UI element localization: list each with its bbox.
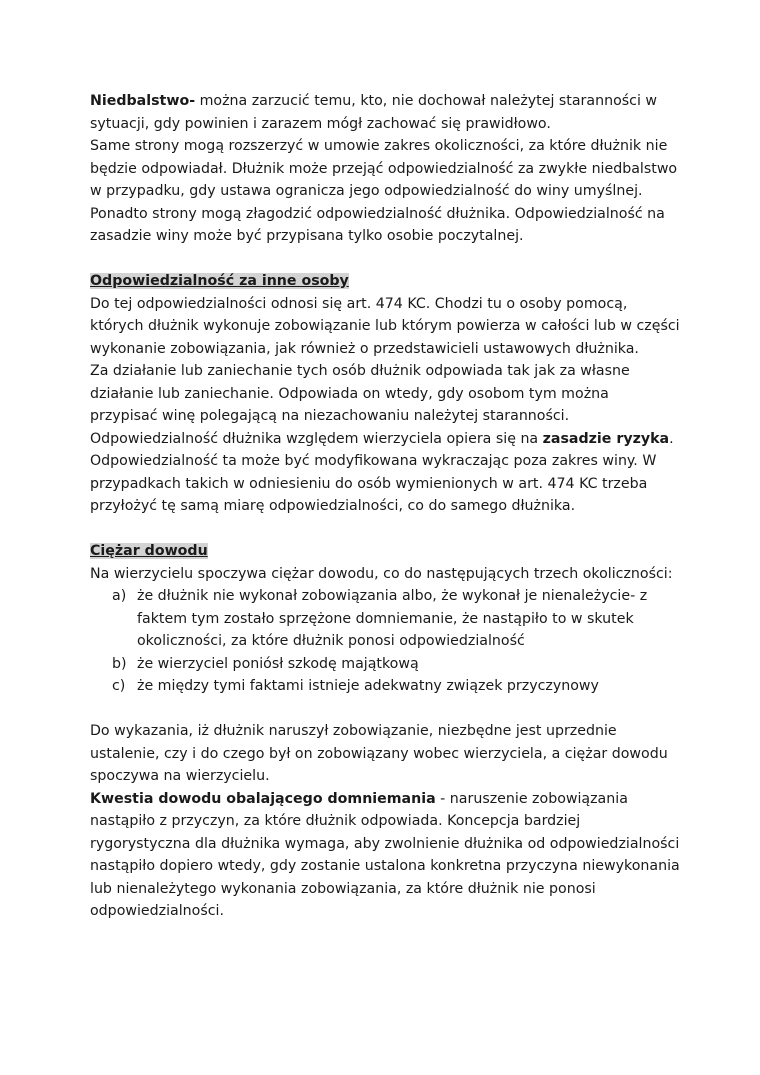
heading-text: Odpowiedzialność za inne osoby bbox=[90, 273, 349, 289]
paragraph-intro: Na wierzycielu spoczywa ciężar dowodu, co do następujących trzech okoliczności: bbox=[90, 565, 673, 582]
section-heading-ciezar-dowodu bbox=[90, 540, 680, 563]
term-zasada-ryzyka: zasadzie ryzyka bbox=[542, 430, 670, 447]
list-marker: b) bbox=[112, 655, 127, 672]
section-heading-inne-osoby bbox=[90, 270, 680, 293]
paragraph-art-474: Do tej odpowiedzialności odnosi się art. 474 KC. Chodzi tu o osoby pomocą, których dłużnik wykonuje zobowiązanie lub którym powierza w całości lub w części wykonanie zobowiązania, jak również o przedstawicieli ustawowych dłużnika. bbox=[90, 295, 680, 357]
paragraph-modyfikowana: Odpowiedzialność ta może być modyfikowana wykraczając poza zakres winy. W przypadkach takich w odniesieniu do osób wymienionych w art. 474 KC trzeba przyłożyć tę samą miarę odpowiedzialności, co do samego dłużnika. bbox=[90, 453, 657, 514]
paragraph-text: Za działanie lub zaniechanie tych osób dłużnik odpowiada tak jak za własne działanie lub zaniechanie. Odpowiada on wtedy, gdy osobom tym można przypisać winę polegającą na niezachowaniu należytej staranności. Odpowiedzialność dłużnika względem wierzyciela opiera się na bbox=[90, 363, 630, 447]
list-item-text: że dłużnik nie wykonał zobowiązania albo, że wykonał je nienależycie- z faktem tym zostało sprzężone domniemanie, że nastąpiło to w skutek okoliczności, za które dłużnik ponosi odpowiedzialność bbox=[137, 588, 648, 649]
paragraph-text-end: . bbox=[669, 430, 674, 447]
list-item bbox=[90, 653, 680, 676]
heading-text: Ciężar dowodu bbox=[90, 543, 208, 559]
paragraph-wykazanie: Do wykazania, iż dłużnik naruszył zobowiązanie, niezbędne jest uprzednie ustalenie, czy i do czego był on zobowiązany wobec wierzyciela, a ciężar dowodu spoczywa na wierzycielu. bbox=[90, 723, 668, 784]
list-item bbox=[90, 585, 680, 653]
paragraph-kwestia-dowodu bbox=[90, 788, 680, 923]
document-page bbox=[90, 90, 680, 923]
list-marker: c) bbox=[112, 678, 126, 694]
paragraph-zaniechanie bbox=[90, 360, 680, 450]
spacer bbox=[90, 698, 680, 721]
spacer bbox=[90, 248, 680, 271]
term-kwestia-dowodu: Kwestia dowodu obalającego domniemania bbox=[90, 790, 436, 807]
list-item-text: że wierzyciel poniósł szkodę majątkową bbox=[137, 655, 419, 672]
list-marker: a) bbox=[112, 588, 127, 604]
paragraph-niedbalstwo bbox=[90, 90, 680, 135]
paragraph-text: można zarzucić temu, kto, nie dochował należytej staranności w sytuacji, gdy powinien i zarazem mógł zachować się prawidłowo. bbox=[90, 93, 657, 132]
circumstances-list bbox=[90, 585, 680, 698]
paragraph-same-strony: Same strony mogą rozszerzyć w umowie zakres okoliczności, za które dłużnik nie będzie odpowiadał. Dłużnik może przejąć odpowiedzialność za zwykłe niedbalstwo w przypadku, gdy ustawa ogranicza jego odpowiedzialność do winy umyślnej. Ponadto strony mogą złagodzić odpowiedzialność dłużnika. Odpowiedzialność na zasadzie winy może być przypisana tylko osobie poczytalnej. bbox=[90, 138, 678, 244]
list-item bbox=[90, 675, 680, 698]
list-item-text: że między tymi faktami istnieje adekwatny związek przyczynowy bbox=[137, 678, 599, 694]
spacer bbox=[90, 518, 680, 541]
term-niedbalstwo: Niedbalstwo- bbox=[90, 93, 196, 109]
paragraph-text: - naruszenie zobowiązania nastąpiło z przyczyn, za które dłużnik odpowiada. Koncepcja bardziej rygorystyczna dla dłużnika wymaga, aby zwolnienie dłużnika od odpowiedzialności nastąpiło dopiero wtedy, gdy zostanie ustalona konkretna przyczyna niewykonania lub nienależytego wykonania zobowiązania, za które dłużnik nie ponosi odpowiedzialności. bbox=[90, 790, 680, 919]
